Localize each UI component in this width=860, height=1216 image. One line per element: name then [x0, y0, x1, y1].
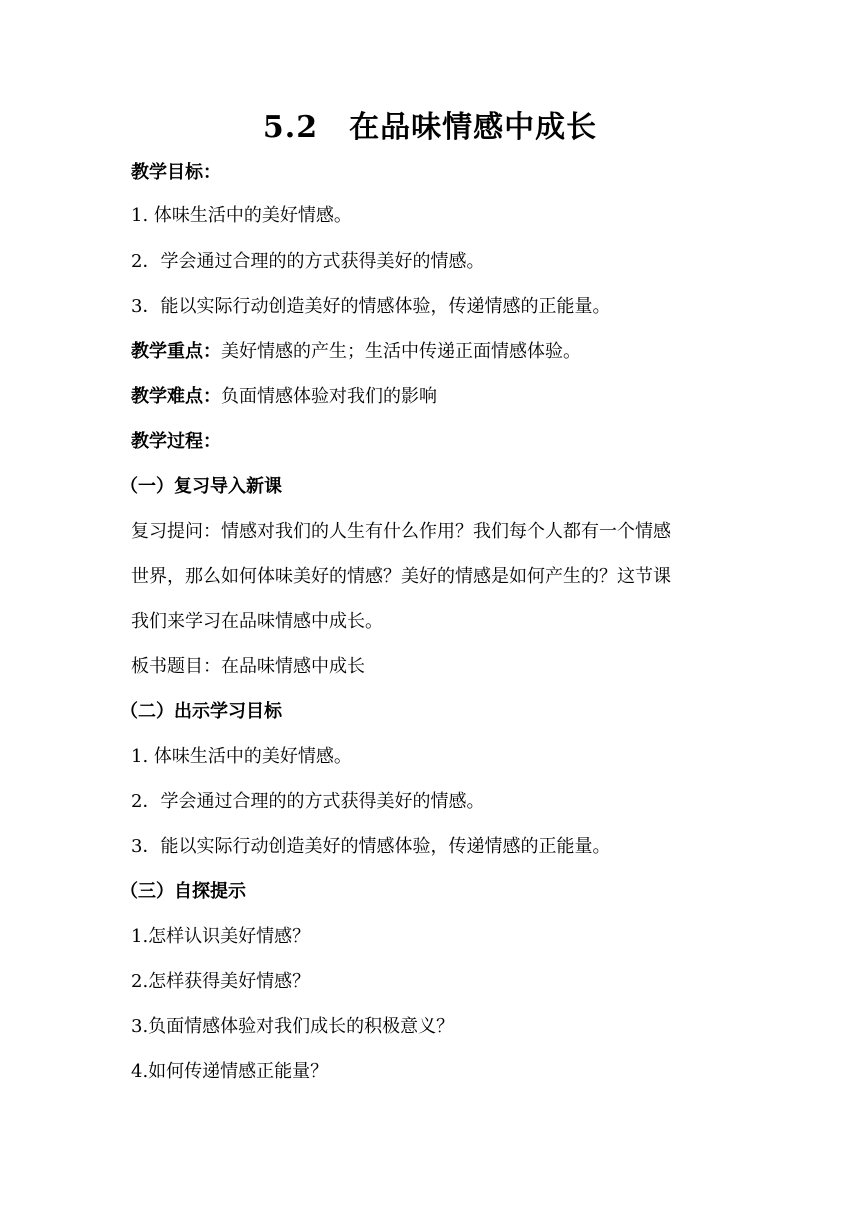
- board-title-line: 板书题目：在品味情感中成长: [131, 656, 365, 677]
- section-heading: （二）出示学习目标: [120, 701, 282, 722]
- prompt-item: 3.负面情感体验对我们成长的积极意义？: [131, 1016, 455, 1037]
- key-points-label: 教学重点：: [131, 341, 221, 362]
- objective-item: 3．能以实际行动创造美好的情感体验，传递情感的正能量。: [131, 296, 611, 317]
- objective-item: 2．学会通过合理的的方式获得美好的情感。: [131, 251, 485, 272]
- paragraph-line: 世界，那么如何体味美好的情感？美好的情感是如何产生的？这节课: [131, 566, 671, 587]
- objective-item: 3．能以实际行动创造美好的情感体验，传递情感的正能量。: [131, 836, 611, 857]
- difficulties-label: 教学难点：: [131, 386, 221, 407]
- process-heading: 教学过程：: [131, 431, 221, 452]
- section-heading: （三）自探提示: [120, 881, 246, 902]
- difficulties-line: [131, 382, 751, 412]
- prompt-item: 4.如何传递情感正能量？: [131, 1061, 329, 1082]
- objective-item: 1. 体味生活中的美好情感。: [131, 746, 352, 767]
- objectives-heading: 教学目标：: [131, 162, 221, 183]
- paragraph-line: 复习提问：情感对我们的人生有什么作用？我们每个人都有一个情感: [131, 521, 671, 542]
- difficulties-text: 负面情感体验对我们的影响: [221, 386, 437, 407]
- objective-item: 2．学会通过合理的的方式获得美好的情感。: [131, 791, 485, 812]
- paragraph-line: 我们来学习在品味情感中成长。: [131, 611, 383, 632]
- key-points-line: [131, 337, 751, 367]
- prompt-item: 1.怎样认识美好情感？: [131, 926, 311, 947]
- prompt-item: 2.怎样获得美好情感？: [131, 971, 311, 992]
- key-points-text: 美好情感的产生；生活中传递正面情感体验。: [221, 341, 581, 362]
- section-heading: （一）复习导入新课: [120, 476, 282, 497]
- objective-item: 1. 体味生活中的美好情感。: [131, 205, 352, 226]
- page-title: 5.2 在品味情感中成长: [262, 110, 598, 145]
